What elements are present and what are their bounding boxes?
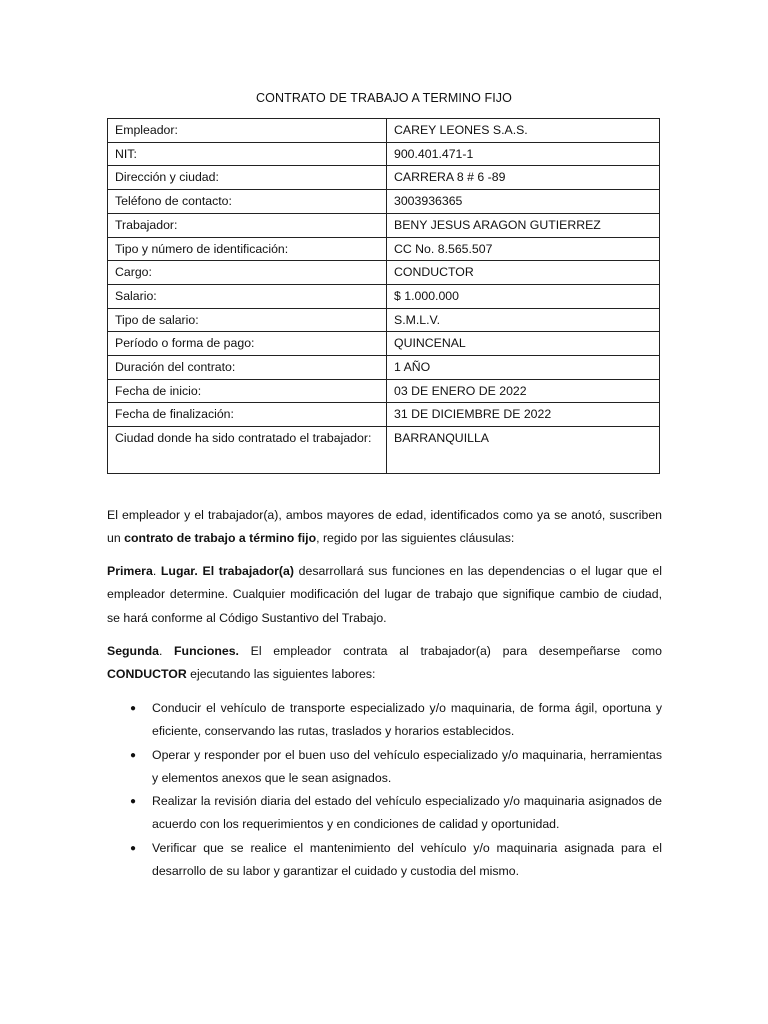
table-row	[108, 119, 660, 143]
contract-type-emphasis: contrato de trabajo a término fijo	[124, 531, 317, 546]
row-label: Tipo de salario:	[108, 308, 387, 332]
clause-first-heading: Lugar. El trabajador(a)	[160, 564, 294, 578]
clause-second-text-end: ejecutando las siguientes labores:	[186, 667, 376, 682]
table-row	[108, 356, 660, 380]
row-value: CAREY LEONES S.A.S.	[387, 119, 660, 143]
contract-details-table	[107, 118, 660, 474]
row-value: 03 DE ENERO DE 2022	[387, 379, 660, 403]
document-title: CONTRATO DE TRABAJO A TERMINO FIJO	[256, 91, 512, 105]
bullet-icon: ●	[130, 842, 137, 854]
clause-second-number: Segunda	[107, 644, 159, 658]
intro-paragraph	[107, 504, 662, 551]
row-label: Tipo y número de identificación:	[108, 237, 387, 261]
table-row	[108, 166, 660, 190]
table-row	[108, 237, 660, 261]
clause-first-number: Primera	[107, 564, 153, 578]
clause-second-paragraph	[107, 640, 662, 687]
row-label: Duración del contrato:	[108, 356, 387, 380]
row-value: 3003936365	[387, 190, 660, 214]
clause-second-role: CONDUCTOR	[107, 667, 187, 682]
list-item	[107, 790, 662, 837]
row-label: NIT:	[108, 142, 387, 166]
bullet-icon: ●	[130, 796, 137, 808]
clause-second-text-start: El empleador contrata al trabajador(a) para desempeñarse como	[238, 644, 662, 658]
clause-second-separator: .	[158, 644, 175, 658]
table-row	[108, 261, 660, 285]
row-value: S.M.L.V.	[387, 308, 660, 332]
bullet-icon: ●	[130, 703, 137, 714]
intro-text-end: , regido por las siguientes cláusulas:	[316, 531, 515, 546]
clause-first-separator: .	[152, 564, 161, 578]
duty-text: Realizar la revisión diaria del estado del vehículo especializado y/o maquinaria asignados de acuerdo con los requerimientos y en condiciones de calidad y oportunidad.	[152, 794, 662, 832]
row-label: Salario:	[108, 284, 387, 308]
row-label: Teléfono de contacto:	[108, 190, 387, 214]
duty-text: Conducir el vehículo de transporte especializado y/o maquinaria, de forma ágil, oportuna y eficiente, conservando las rutas, traslados y horarios establecidos.	[152, 701, 662, 739]
duties-list	[107, 697, 662, 883]
table-row	[108, 427, 660, 474]
row-value: BENY JESUS ARAGON GUTIERREZ	[387, 213, 660, 237]
list-item	[107, 744, 662, 791]
row-value: CARRERA 8 # 6 -89	[387, 166, 660, 190]
row-label: Trabajador:	[108, 213, 387, 237]
row-label: Fecha de inicio:	[108, 379, 387, 403]
row-label: Fecha de finalización:	[108, 403, 387, 427]
table-row	[108, 403, 660, 427]
row-label: Período o forma de pago:	[108, 332, 387, 356]
row-label: Dirección y ciudad:	[108, 166, 387, 190]
table-row	[108, 190, 660, 214]
table-row	[108, 308, 660, 332]
list-item	[107, 697, 662, 744]
row-value: 31 DE DICIEMBRE DE 2022	[387, 403, 660, 427]
duty-text: Operar y responder por el buen uso del vehículo especializado y/o maquinaria, herramientas y elementos anexos que le sean asignados.	[152, 747, 662, 785]
clause-first-paragraph	[107, 560, 662, 630]
row-value: 900.401.471-1	[387, 142, 660, 166]
duty-text: Verificar que se realice el mantenimiento del vehículo y/o maquinaria asignada para el desarrollo de su labor y garantizar el cuidado y custodia del mismo.	[152, 840, 662, 879]
table-row	[108, 142, 660, 166]
row-value: 1 AÑO	[387, 356, 660, 380]
table-row	[108, 379, 660, 403]
intro-text-start: El empleador y el trabajador(a), ambos mayores de edad, identificados como ya se anotó, suscriben un	[107, 508, 662, 546]
row-value: BARRANQUILLA	[387, 427, 660, 474]
clause-first-text: desarrollará sus funciones en las dependencias o el lugar que el empleador determine. Cualquier modificación del lugar de trabajo que signifique cambio de ciudad, se hará conforme al Código Sustantivo del Trabajo.	[107, 564, 662, 625]
bullet-icon: ●	[130, 749, 137, 761]
table-row	[108, 284, 660, 308]
table-row	[108, 332, 660, 356]
row-value: $ 1.000.000	[387, 284, 660, 308]
list-item	[107, 837, 662, 884]
row-label: Ciudad donde ha sido contratado el trabajador:	[108, 427, 387, 474]
row-label: Empleador:	[108, 119, 387, 143]
row-value: CONDUCTOR	[387, 261, 660, 285]
row-value: QUINCENAL	[387, 332, 660, 356]
clause-second-heading: Funciones.	[174, 644, 239, 658]
table-row	[108, 213, 660, 237]
row-label: Cargo:	[108, 261, 387, 285]
row-value: CC No. 8.565.507	[387, 237, 660, 261]
